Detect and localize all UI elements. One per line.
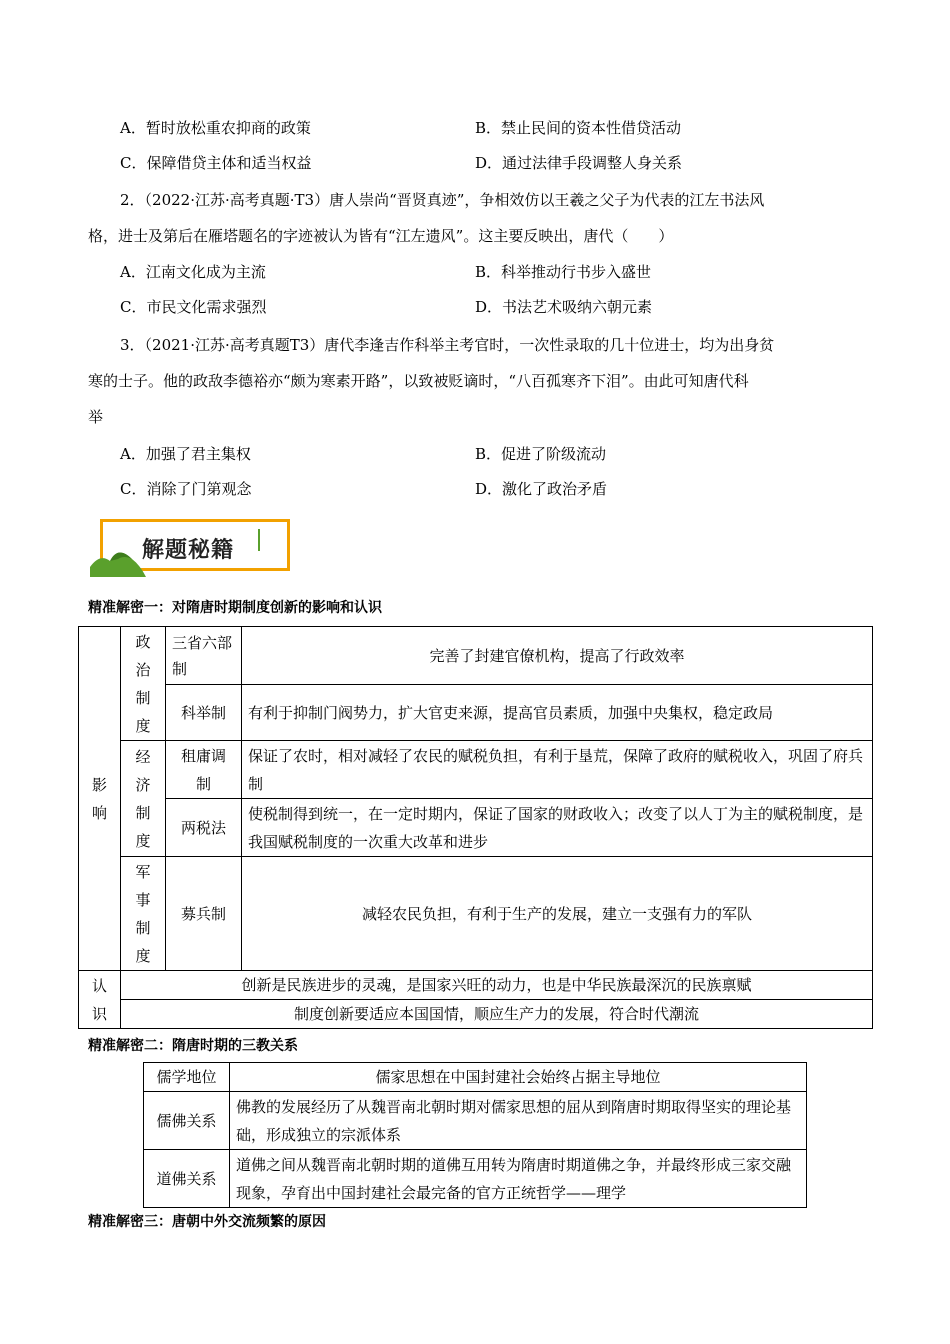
row-name-keju: 科举制	[166, 685, 242, 741]
row-name-liangshuifa: 两税法	[166, 799, 242, 857]
economy-label: 经济制度	[121, 741, 166, 857]
q3-stem-line1: 3．（2021·江苏·高考真题T3）唐代李逢吉作科举主考官时，一次性录取的几十位进士，均为出身贫	[120, 336, 775, 354]
taoist-buddhist-label: 道佛关系	[144, 1150, 230, 1208]
confucian-status-text: 儒家思想在中国封建社会始终占据主导地位	[230, 1063, 807, 1092]
q2-option-d: D．书法艺术吸纳六朝元素	[475, 298, 653, 316]
q2-option-a: A．江南文化成为主流	[120, 263, 266, 281]
sec2-heading: 精准解密二：隋唐时期的三教关系	[88, 1038, 298, 1054]
q1-option-d: D．通过法律手段调整人身关系	[475, 154, 683, 172]
row-text-liangshuifa: 使税制得到统一，在一定时期内，保证了国家的财政收入；改变了以人丁为主的赋税制度，是我国赋税制度的一次重大改革和进步	[242, 799, 873, 857]
row-name-sanshengliubu: 三省六部制	[166, 627, 242, 685]
sec3-heading: 精准解密三：唐朝中外交流频繁的原因	[88, 1214, 326, 1230]
solution-tips-banner	[90, 515, 295, 577]
cognition-1: 创新是民族进步的灵魂，是国家兴旺的动力，也是中华民族最深沉的民族禀赋	[121, 971, 873, 1000]
q2-option-b: B．科举推动行书步入盛世	[475, 263, 652, 281]
row-text-zuyongdiao: 保证了农时，相对减轻了农民的赋税负担，有利于垦荒，保障了政府的赋税收入，巩固了府兵制	[242, 741, 873, 799]
row-text-sanshengliubu: 完善了封建官僚机构，提高了行政效率	[242, 627, 873, 685]
q2-stem-line2: 格，进士及第后在雁塔题名的字迹被认为皆有“江左遗风”。这主要反映出，唐代（ ）	[88, 227, 674, 245]
q3-stem-line3: 举	[88, 408, 104, 426]
cognition-2: 制度创新要适应本国国情，顺应生产力的发展，符合时代潮流	[121, 1000, 873, 1029]
confucian-buddhist-text: 佛教的发展经历了从魏晋南北朝时期对儒家思想的屈从到隋唐时期取得坚实的理论基础，形成独立的宗派体系	[230, 1092, 807, 1150]
taoist-buddhist-text: 道佛之间从魏晋南北朝时期的道佛互用转为隋唐时期道佛之争，并最终形成三家交融现象，孕育出中国封建社会最完备的官方正统哲学——理学	[230, 1150, 807, 1208]
banner-title: 解题秘籍	[142, 538, 235, 563]
sec1-heading: 精准解密一：对隋唐时期制度创新的影响和认识	[88, 600, 382, 616]
q1-option-a: A．暂时放松重农抑商的政策	[120, 119, 311, 137]
three-teachings-table	[143, 1062, 807, 1208]
q3-stem-line2: 寒的士子。他的政敌李德裕亦“颇为寒素开路”，以致被贬谪时，“八百孤寒齐下泪”。由此可知唐代科	[88, 372, 749, 390]
row-name-mubing: 募兵制	[166, 857, 242, 971]
impact-label: 影响	[79, 627, 121, 971]
confucian-status-label: 儒学地位	[144, 1063, 230, 1092]
q1-option-c: C．保障借贷主体和适当权益	[120, 154, 312, 172]
row-text-keju: 有利于抑制门阀势力，扩大官吏来源，提高官员素质，加强中央集权，稳定政局	[242, 685, 873, 741]
q3-option-b: B．促进了阶级流动	[475, 445, 607, 463]
confucian-buddhist-label: 儒佛关系	[144, 1092, 230, 1150]
military-label: 军事制度	[121, 857, 166, 971]
q3-option-d: D．激化了政治矛盾	[475, 480, 608, 498]
banner-accent-bar	[258, 529, 260, 551]
q2-option-c: C．市民文化需求强烈	[120, 298, 267, 316]
cognition-label: 认识	[79, 971, 121, 1029]
politics-label: 政治制度	[121, 627, 166, 741]
mountain-icon	[90, 515, 150, 577]
row-text-mubing: 减轻农民负担，有利于生产的发展，建立一支强有力的军队	[242, 857, 873, 971]
q2-stem-line1: 2．（2022·江苏·高考真题·T3）唐人崇尚“晋贤真迹”，争相效仿以王羲之父子为代表的江左书法风	[120, 191, 765, 209]
q3-option-a: A．加强了君主集权	[120, 445, 251, 463]
row-name-zuyongdiao: 租庸调制	[166, 741, 242, 799]
q1-option-b: B．禁止民间的资本性借贷活动	[475, 119, 682, 137]
institution-table	[78, 626, 873, 1029]
q3-option-c: C．消除了门第观念	[120, 480, 252, 498]
